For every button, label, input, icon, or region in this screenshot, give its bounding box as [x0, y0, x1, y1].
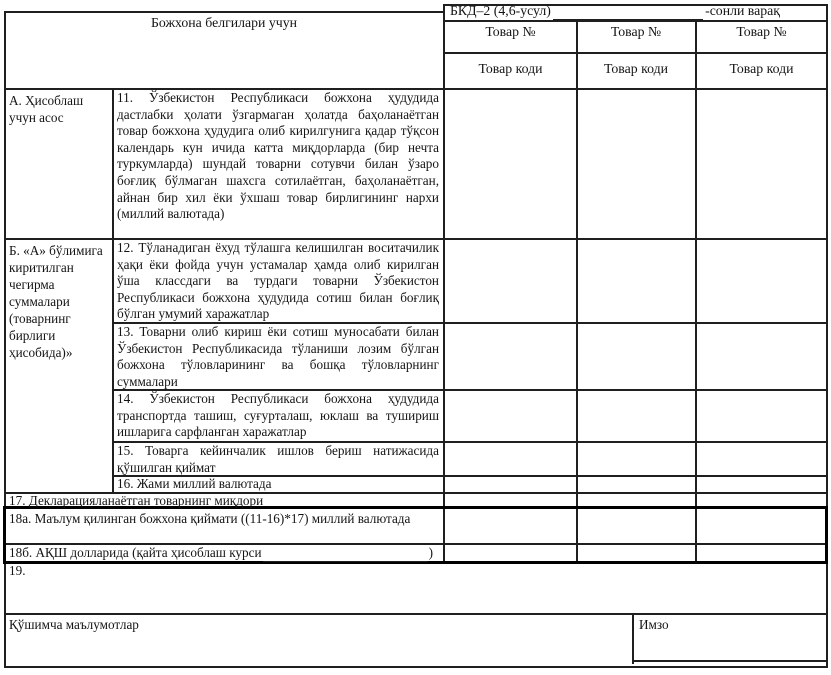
cell-row18a-product2[interactable] — [579, 511, 694, 541]
grid-line — [4, 613, 828, 615]
product-no-header-3: Товар № — [736, 24, 787, 39]
row-18b-prefix: 18б. АҚШ долларида (қайта ҳисоблаш курси — [9, 545, 262, 560]
cell-item11-product1[interactable] — [446, 90, 575, 237]
signature-entry-area[interactable] — [635, 634, 825, 658]
grid-line — [632, 613, 634, 664]
cell-item16-product2[interactable] — [579, 443, 694, 474]
cell-product3-no[interactable] — [698, 22, 825, 51]
product-no-header-1: Товар № — [485, 24, 536, 39]
grid-line — [4, 666, 828, 668]
grid-line — [695, 20, 697, 563]
item-12-label: 12. Тўланадиган ёхуд тўлашга келишилган воситачилик ҳақи ёки фойда учун устамалар ҳамда олиб кирилган ўша классдаги ва турдаги товарни Ўзбекистон Республикаси божхона ҳудудида сотиш билан боғлиқ бўлган умумий харажатлар — [117, 240, 439, 322]
item-14-label: 14. Ўзбекистон Республикаси божхона ҳудудида транспортда ташиш, суғурталаш, юклаш ва тушириш ишларига сарфланган харажатлар — [117, 391, 439, 440]
cell-item11-product2[interactable] — [579, 90, 694, 237]
cell-product2-no[interactable] — [579, 22, 694, 51]
grid-line — [4, 11, 445, 13]
cell-item11-product3[interactable] — [698, 90, 825, 237]
item-16-label: 16. Жами миллий валютада — [117, 476, 272, 491]
cell-item13-product3[interactable] — [698, 324, 825, 388]
signature-label: Имзо — [639, 617, 669, 632]
cell-item13-product2[interactable] — [579, 324, 694, 388]
item-11-label: 11. Ўзбекистон Республикаси божхона ҳудудида дастлабки ҳолати ўзгармаган ҳолатда баҳоланаётган товар божхона ҳудудига олиб кирилгунига қадар тўқсон календарь кун ичида катта миқдорларда (бир нечта туркумларда) шундай товарни сотувчи билан ўзаро боғлиқ бўлмаган шахсга сотилаётган, баҳоланаётган, айнан бир хил ёки ўхшаш товар бирлигининг нархи (миллий валютада) — [117, 90, 439, 222]
sheet-suffix-label: -сонли варақ — [705, 3, 780, 18]
grid-line — [4, 11, 6, 668]
cell-item16-product3[interactable] — [698, 443, 825, 474]
cell-item12-product3[interactable] — [698, 240, 825, 321]
cell-item14-product3[interactable] — [698, 391, 825, 440]
cell-row18a-product1[interactable] — [446, 511, 575, 541]
grid-line — [826, 4, 828, 668]
cell-row17-product1[interactable] — [446, 494, 575, 508]
form-code-label: БКД–2 (4,6-усул) — [450, 3, 551, 18]
cell-product1-code[interactable] — [446, 54, 575, 87]
cell-row18b-product1[interactable] — [446, 545, 575, 560]
cell-row18b-product2[interactable] — [579, 545, 694, 560]
item-15-label: 15. Товарга кейинчалик ишлов бериш натижасида қўшилган қиймат — [117, 443, 439, 475]
section-b-label: Б. «А» бўлимига киритилган чегирма суммалари (товарнинг бирлиги ҳисобида)» — [9, 243, 103, 360]
row-18a-label: 18а. Маълум қилинган божхона қиймати ((11-16)*17) миллий валютада — [9, 511, 411, 526]
exchange-rate-blank[interactable] — [263, 548, 428, 562]
customs-marks-label: Божхона белгилари учун — [151, 15, 297, 30]
cell-product2-code[interactable] — [579, 54, 694, 87]
grid-line — [632, 660, 828, 662]
form-code-row — [450, 3, 822, 20]
item-13-label: 13. Товарни олиб кириш ёки сотиш муносабати билан Ўзбекистон Республикасида тўланиши лозим бўлган божхона тўловларининг ва бошқа тўловларнинг суммалари — [117, 324, 439, 389]
additional-info-entry-area[interactable] — [6, 634, 630, 664]
grid-line — [576, 20, 578, 563]
cell-row17-product3[interactable] — [698, 494, 825, 508]
section-a-label: А. Ҳисоблаш учун асос — [9, 93, 84, 125]
cell-product1-no[interactable] — [446, 22, 575, 51]
product-code-header-3: Товар коди — [729, 61, 794, 76]
cell-item12-product1[interactable] — [446, 240, 575, 321]
sheet-number-blank[interactable] — [553, 6, 703, 20]
cell-row18b-product3[interactable] — [698, 545, 825, 560]
row-17-label: 17. Декларацияланаётган товарнинг миқдори — [9, 493, 264, 508]
product-no-header-2: Товар № — [610, 24, 662, 39]
row-19-entry-area[interactable] — [6, 580, 824, 611]
cell-row18a-product3[interactable] — [698, 511, 825, 541]
cell-item14-product2[interactable] — [579, 391, 694, 440]
row-18b-suffix: ) — [428, 545, 433, 560]
product-code-header-2: Товар коди — [604, 61, 668, 76]
cell-row17-product2[interactable] — [579, 494, 694, 508]
cell-item14-product1[interactable] — [446, 391, 575, 440]
cell-item16-product1[interactable] — [446, 443, 575, 474]
additional-info-label: Қўшимча маълумотлар — [9, 617, 139, 632]
product-code-header-1: Товар коди — [478, 61, 543, 76]
row-18b-label — [9, 545, 433, 562]
row-19-label: 19. — [9, 563, 26, 578]
cell-item13-product1[interactable] — [446, 324, 575, 388]
cell-item12-product2[interactable] — [579, 240, 694, 321]
grid-line — [112, 88, 114, 494]
cell-product3-code[interactable] — [698, 54, 825, 87]
